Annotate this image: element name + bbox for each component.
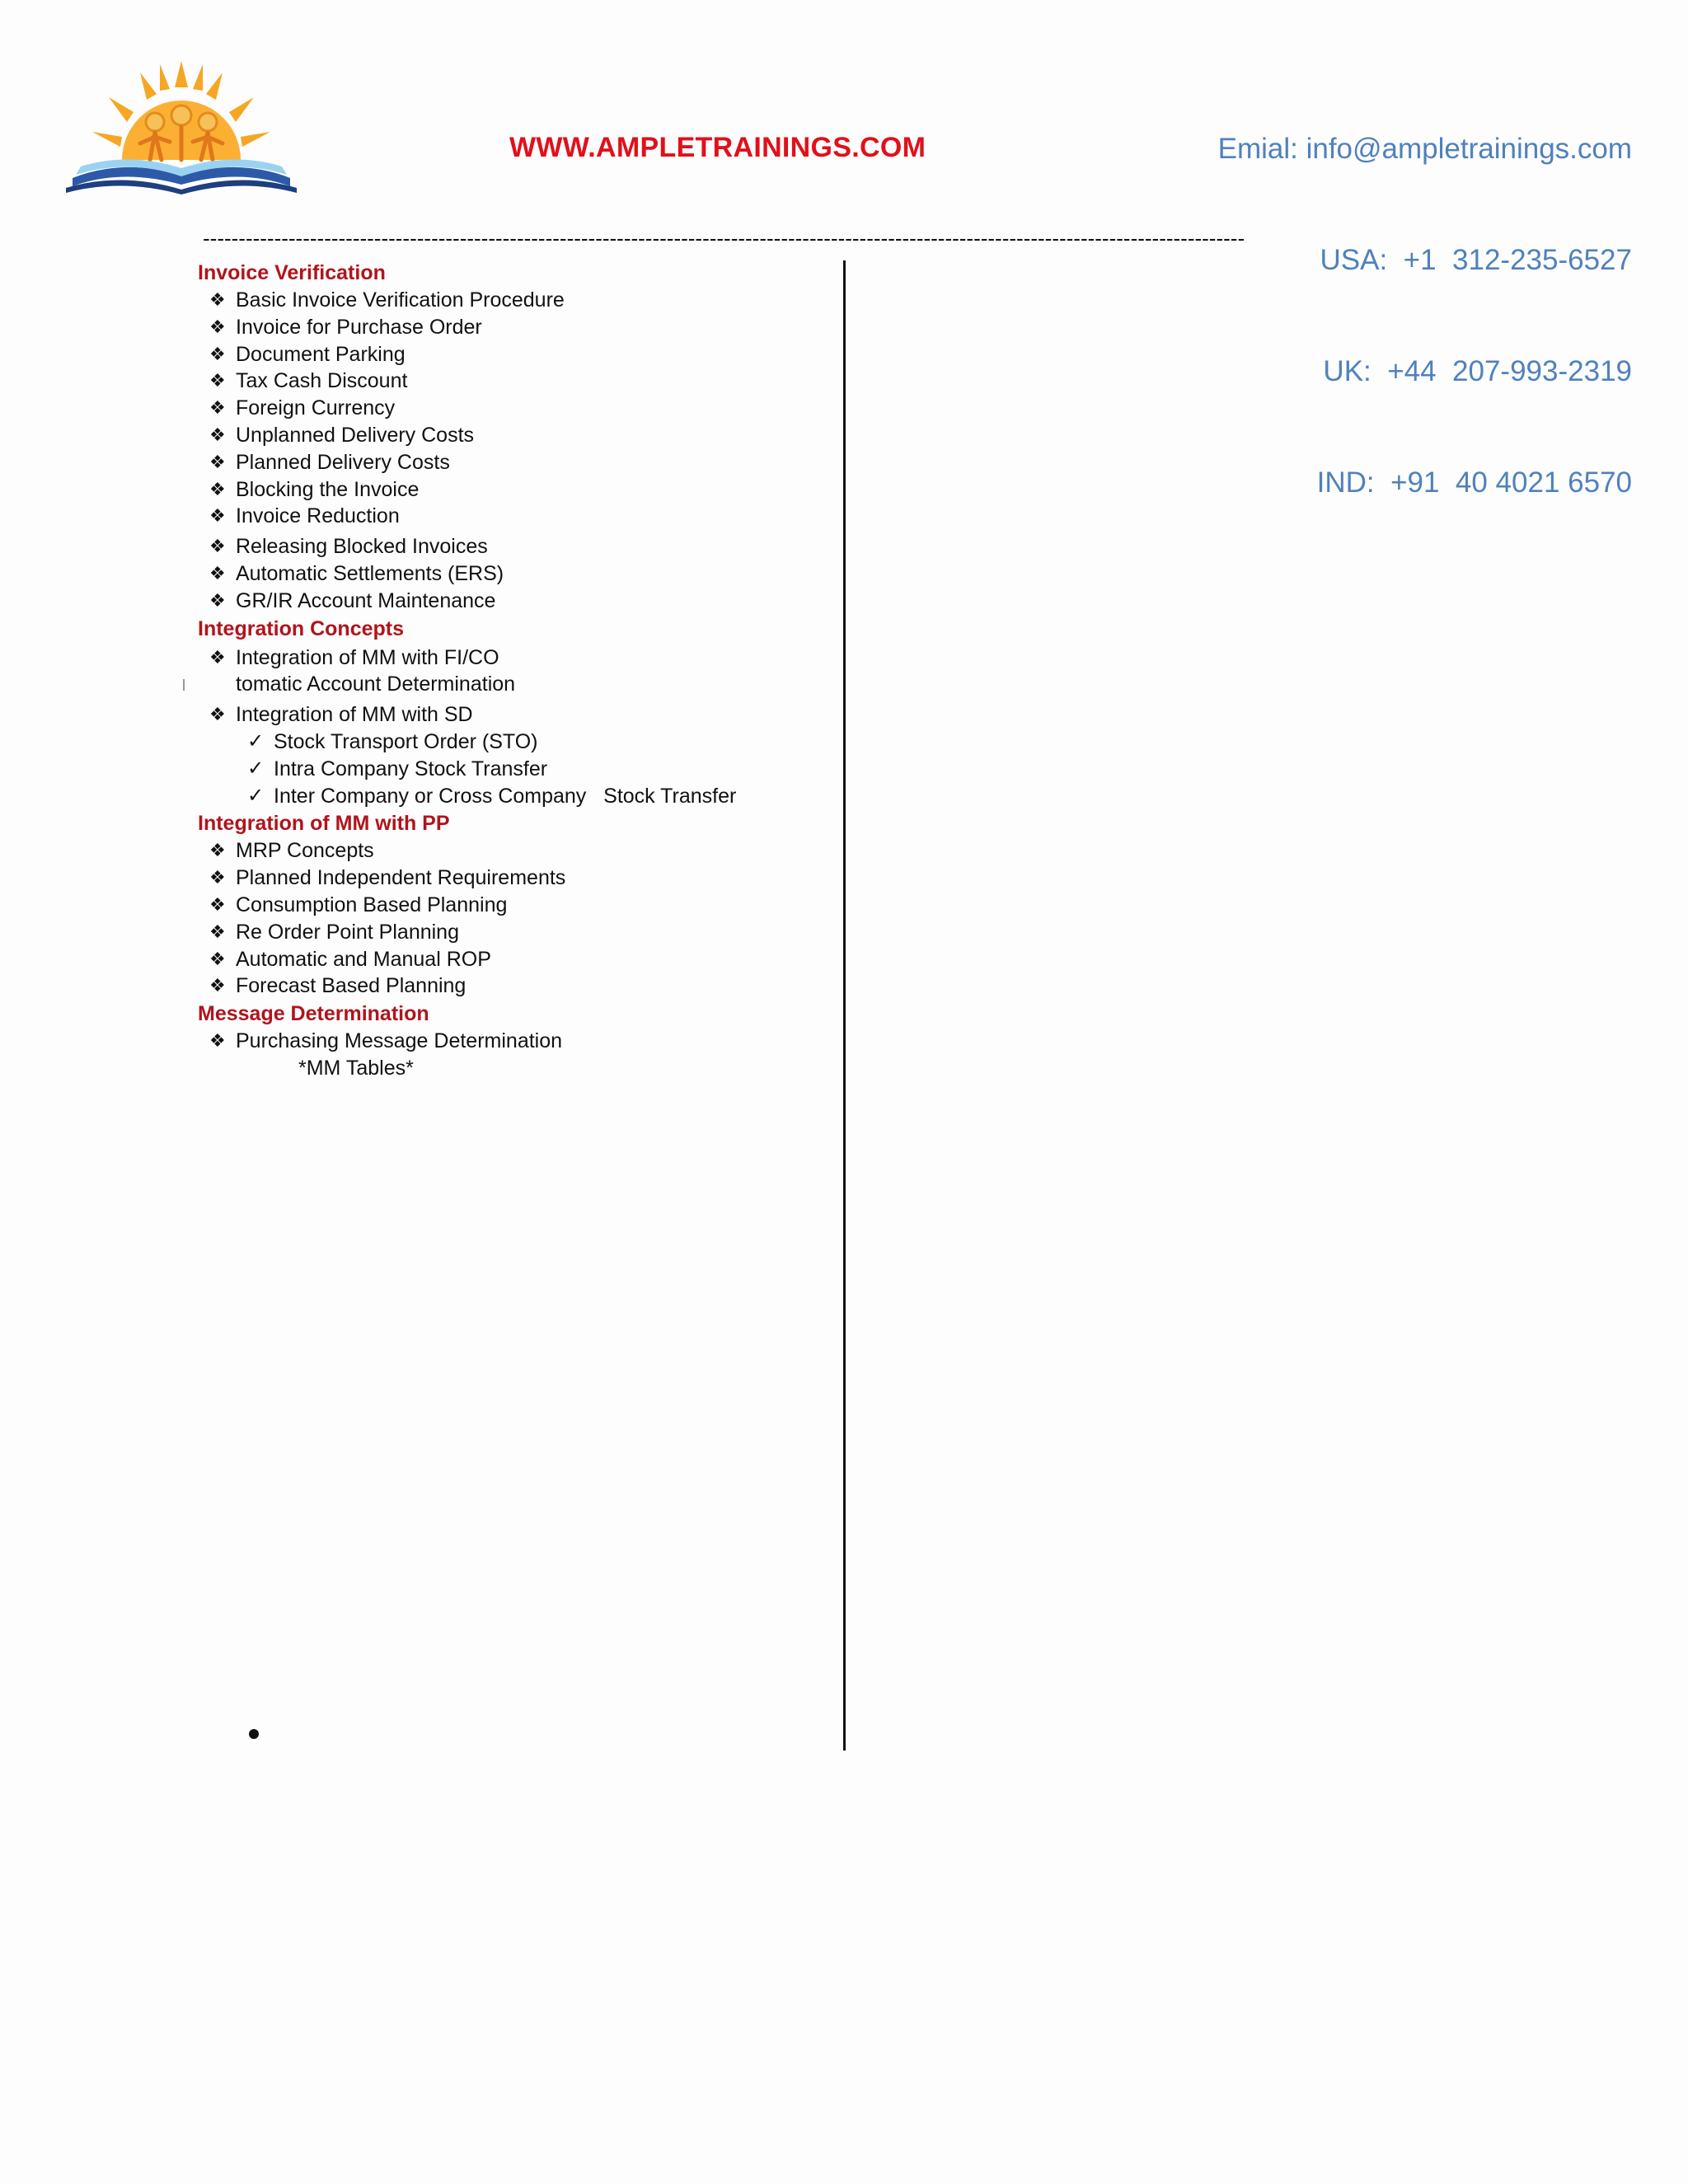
list-item: ❖ Unplanned Delivery Costs bbox=[198, 422, 832, 449]
website-url[interactable]: WWW.AMPLETRAININGS.COM bbox=[509, 132, 926, 163]
list-item: ❖ Purchasing Message Determination bbox=[198, 1028, 832, 1055]
diamond-bullet-icon: ❖ bbox=[209, 370, 226, 391]
diamond-bullet-icon: ❖ bbox=[209, 451, 226, 472]
list-item: ❖ Automatic and Manual ROP bbox=[198, 946, 832, 973]
diamond-bullet-icon: ❖ bbox=[209, 424, 226, 445]
section-heading: Message Determination bbox=[198, 1002, 429, 1026]
bullet-dot bbox=[249, 1729, 259, 1739]
checkmark-icon: ✓ bbox=[247, 757, 265, 780]
sub-list-item: ✓ Inter Company or Cross Company Stock Transfer bbox=[198, 783, 832, 810]
diamond-bullet-icon: ❖ bbox=[209, 975, 226, 996]
sub-list-item: ✓ Intra Company Stock Transfer bbox=[198, 756, 832, 783]
diamond-bullet-icon: ❖ bbox=[209, 505, 226, 527]
list-item: tomatic Account Determination bbox=[198, 671, 832, 698]
list-item: ❖ Re Order Point Planning bbox=[198, 919, 832, 946]
diamond-bullet-icon: ❖ bbox=[209, 478, 226, 499]
section-heading: Integration of MM with PP bbox=[198, 812, 450, 836]
contact-email[interactable]: Emial: info@ampletrainings.com bbox=[1217, 133, 1632, 165]
list-item: ❖ Planned Delivery Costs bbox=[198, 449, 832, 476]
list-item: ❖ Releasing Blocked Invoices bbox=[198, 533, 832, 560]
diamond-bullet-icon: ❖ bbox=[209, 840, 226, 861]
sub-list-item: ✓ Stock Transport Order (STO) bbox=[198, 729, 832, 756]
course-outline bbox=[198, 259, 832, 1082]
diamond-bullet-icon: ❖ bbox=[209, 704, 226, 725]
list-item: ❖ Document Parking bbox=[198, 341, 832, 368]
list-item: ❖ Automatic Settlements (ERS) bbox=[198, 560, 832, 588]
diamond-bullet-icon: ❖ bbox=[209, 921, 226, 942]
contact-usa-phone: USA: +1 312-235-6527 bbox=[1320, 244, 1632, 276]
list-item: ❖ Invoice for Purchase Order bbox=[198, 314, 832, 341]
list-item: ❖ Forecast Based Planning bbox=[198, 972, 832, 1000]
column-divider bbox=[843, 260, 846, 1750]
list-item: ❖ Integration of MM with SD bbox=[198, 701, 832, 729]
diamond-bullet-icon: ❖ bbox=[209, 562, 226, 583]
margin-mark bbox=[183, 679, 185, 691]
diamond-bullet-icon: ❖ bbox=[209, 343, 226, 364]
list-item: ❖ Consumption Based Planning bbox=[198, 892, 832, 919]
checkmark-icon: ✓ bbox=[247, 729, 265, 752]
diamond-bullet-icon: ❖ bbox=[209, 289, 226, 310]
contact-uk-phone: UK: +44 207-993-2319 bbox=[1323, 355, 1632, 387]
list-item: ❖ Foreign Currency bbox=[198, 395, 832, 422]
diamond-bullet-icon: ❖ bbox=[209, 646, 226, 668]
diamond-bullet-icon: ❖ bbox=[209, 1030, 226, 1052]
diamond-bullet-icon: ❖ bbox=[209, 316, 226, 337]
list-item: ❖ Basic Invoice Verification Procedure bbox=[198, 287, 832, 314]
section-heading: Integration Concepts bbox=[198, 616, 405, 640]
diamond-bullet-icon: ❖ bbox=[209, 536, 226, 557]
diamond-bullet-icon: ❖ bbox=[209, 397, 226, 419]
list-item: ❖ Planned Independent Requirements bbox=[198, 865, 832, 892]
list-item: ❖ Blocking the Invoice bbox=[198, 476, 832, 504]
list-item: ❖ Integration of MM with FI/CO bbox=[198, 644, 832, 672]
checkmark-icon: ✓ bbox=[247, 784, 265, 807]
ampletrainings-logo bbox=[64, 54, 298, 194]
diamond-bullet-icon: ❖ bbox=[209, 867, 226, 888]
list-item: ❖ Invoice Reduction bbox=[198, 503, 832, 530]
diamond-bullet-icon: ❖ bbox=[209, 589, 226, 611]
list-item: ❖ Tax Cash Discount bbox=[198, 368, 832, 395]
diamond-bullet-icon: ❖ bbox=[209, 893, 226, 915]
mm-tables-note: *MM Tables* bbox=[298, 1056, 414, 1080]
list-item: ❖ GR/IR Account Maintenance bbox=[198, 588, 832, 615]
section-heading: Invoice Verification bbox=[198, 261, 386, 284]
list-item: ❖ MRP Concepts bbox=[198, 837, 832, 865]
diamond-bullet-icon: ❖ bbox=[209, 948, 226, 969]
contact-india-phone: IND: +91 40 4021 6570 bbox=[1316, 466, 1632, 499]
dashed-separator: -------------------------------------------------------------------------------------------------------------------------------------------------- bbox=[203, 227, 1245, 249]
contact-info bbox=[1218, 56, 1632, 538]
